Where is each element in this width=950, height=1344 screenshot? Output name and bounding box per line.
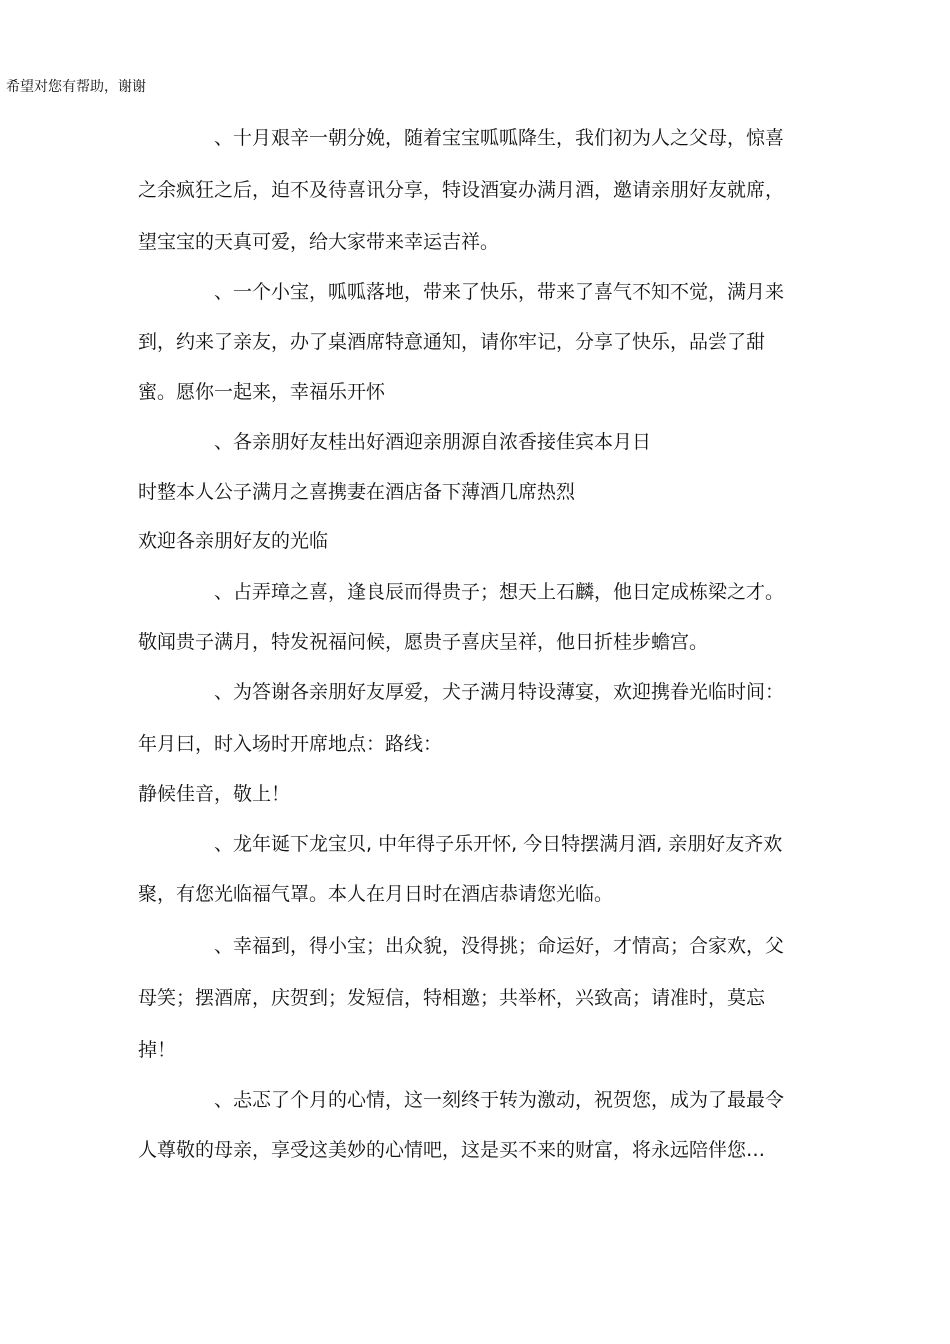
text-line: 掉！ (138, 1039, 177, 1061)
text-line: 、占弄璋之喜，逢良辰而得贵子；想天上石麟，他日定成栋梁之才。 (214, 581, 785, 603)
text-line: 时整本人公子满月之喜携妻在酒店备下薄酒几席热烈 (138, 481, 576, 503)
corner-note: 希望对您有帮助，谢谢 (6, 79, 146, 95)
text-line: 母笑；摆酒席，庆贺到；发短信，特相邀；共举杯，兴致高；请准时，莫忘 (138, 987, 766, 1009)
text-line: 敬闻贵子满月，特发祝福问候，愿贵子喜庆呈祥，他日折桂步蟾宫。 (138, 631, 709, 653)
text-line: 、各亲朋好友桂出好酒迎亲朋源自浓香接佳宾本月日 (214, 431, 652, 453)
text-line: 、龙年诞下龙宝贝, 中年得子乐开怀, 今日特摆满月酒, 亲朋好友齐欢 (214, 833, 783, 855)
text-line: 蜜。愿你一起来，幸福乐开怀 (138, 381, 386, 403)
text-line: 、忐忑了个月的心情，这一刻终于转为激动，祝贺您，成为了最最令 (214, 1089, 785, 1111)
text-line: 聚，有您光临福气罩。本人在月日时在酒店恭请您光临。 (138, 883, 614, 905)
text-line: 、十月艰辛一朝分娩，随着宝宝呱呱降生，我们初为人之父母，惊喜 (214, 127, 785, 149)
text-line: 欢迎各亲朋好友的光临 (138, 530, 329, 552)
text-line: 、一个小宝，呱呱落地，带来了快乐，带来了喜气不知不觉，满月来 (214, 281, 785, 303)
text-line: 人尊敬的母亲，享受这美妙的心情吧，这是买不来的财富，将永远陪伴您… (138, 1139, 766, 1161)
text-line: 、为答谢各亲朋好友厚爱，犬子满月特设薄宴，欢迎携眷光临时间： (214, 681, 785, 703)
text-line: 静候佳音，敬上！ (138, 783, 291, 805)
text-line: 、幸福到，得小宝；出众貌，没得挑；命运好，才情高；合家欢，父 (214, 935, 785, 957)
text-line: 年月曰，时入场时开席地点：路线： (138, 733, 443, 755)
text-line: 到，约来了亲友，办了桌酒席特意通知，请你牢记，分享了快乐，品尝了甜 (138, 331, 766, 353)
text-line: 之余疯狂之后，迫不及待喜讯分享，特设酒宴办满月酒，邀请亲朋好友就席， (138, 179, 785, 201)
text-line: 望宝宝的天真可爱，给大家带来幸运吉祥。 (138, 231, 500, 253)
